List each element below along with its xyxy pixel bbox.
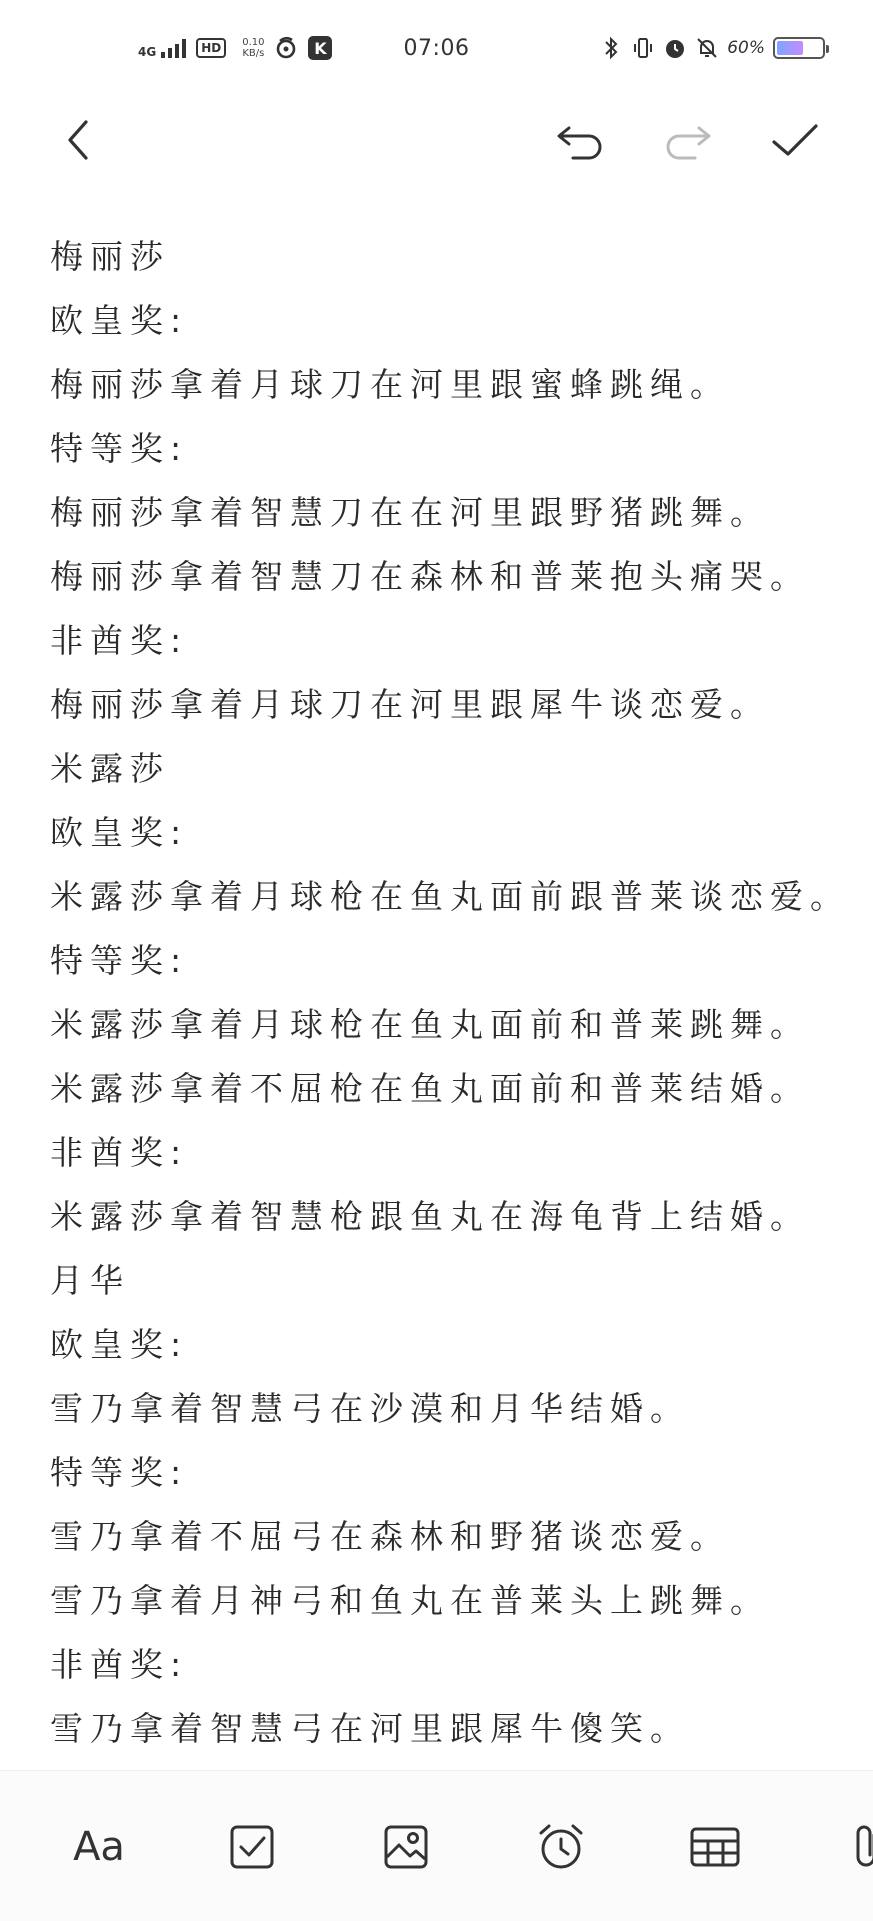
note-line: 梅丽莎拿着智慧刀在森林和普莱抱头痛哭。 [50, 557, 810, 596]
done-icon [769, 116, 821, 164]
note-line: 米露莎拿着月球枪在鱼丸面前跟普莱谈恋爱。 [50, 877, 850, 916]
note-line: 雪乃拿着智慧弓在沙漠和月华结婚。 [50, 1389, 690, 1428]
note-line: 非酋奖: [50, 1645, 189, 1684]
note-line: 米露莎拿着月球枪在鱼丸面前和普莱跳舞。 [50, 1005, 810, 1044]
note-line: 梅丽莎 [50, 237, 170, 276]
status-bar [0, 0, 873, 100]
insert-table-button[interactable] [685, 1817, 745, 1877]
table-icon [689, 1823, 741, 1871]
undo-icon [553, 116, 609, 164]
note-line: 梅丽莎拿着智慧刀在在河里跟野猪跳舞。 [50, 493, 770, 532]
note-line: 米露莎 [50, 749, 170, 788]
done-button[interactable] [767, 112, 823, 168]
battery-level-fill [777, 41, 803, 55]
undo-button[interactable] [553, 112, 609, 168]
note-line: 非酋奖: [50, 1133, 189, 1172]
attachment-icon [844, 1821, 873, 1873]
note-line: 特等奖: [50, 429, 189, 468]
alarm-icon [663, 36, 687, 60]
note-line: 欧皇奖: [50, 301, 189, 340]
mute-icon [695, 36, 719, 60]
insert-image-button[interactable] [376, 1817, 436, 1877]
note-line: 雪乃拿着不屈弓在森林和野猪谈恋爱。 [50, 1517, 730, 1556]
network-speed-value: 0.10 [242, 37, 265, 48]
text-format-button[interactable] [69, 1817, 129, 1877]
redo-icon [659, 116, 715, 164]
hd-icon: HD [196, 38, 226, 58]
note-body[interactable] [50, 225, 850, 1761]
k-app-icon: K [308, 36, 332, 60]
note-line: 欧皇奖: [50, 813, 189, 852]
checkbox-icon [228, 1823, 276, 1871]
image-icon [382, 1823, 430, 1871]
note-line: 月华 [50, 1261, 130, 1300]
status-right-group [599, 36, 825, 60]
note-line: 梅丽莎拿着月球刀在河里跟犀牛谈恋爱。 [50, 685, 770, 724]
network-speed-unit: KB/s [242, 48, 265, 59]
battery-percent: 60% [727, 38, 765, 58]
note-line: 特等奖: [50, 941, 189, 980]
bluetooth-icon [599, 36, 623, 60]
back-button[interactable] [50, 112, 106, 168]
note-line: 米露莎拿着智慧枪跟鱼丸在海龟背上结婚。 [50, 1197, 810, 1236]
checklist-button[interactable] [222, 1817, 282, 1877]
note-line: 特等奖: [50, 1453, 189, 1492]
note-line: 非酋奖: [50, 621, 189, 660]
battery-icon [773, 37, 825, 59]
note-line: 雪乃拿着月神弓和鱼丸在普莱头上跳舞。 [50, 1581, 770, 1620]
editor-toolbar [0, 100, 873, 180]
reminder-button[interactable] [531, 1817, 591, 1877]
note-line: 米露莎拿着不屈枪在鱼丸面前和普莱结婚。 [50, 1069, 810, 1108]
text-format-icon: Aa [73, 1824, 125, 1870]
status-time: 07:06 [403, 36, 470, 61]
vibrate-icon [631, 36, 655, 60]
note-line: 梅丽莎拿着月球刀在河里跟蜜蜂跳绳。 [50, 365, 730, 404]
attachment-button[interactable] [838, 1817, 873, 1877]
note-line: 雪乃拿着智慧弓在河里跟犀牛傻笑。 [50, 1709, 690, 1748]
network-type-label: 4G [138, 45, 157, 59]
back-icon [58, 116, 98, 164]
bottom-toolbar [0, 1770, 873, 1921]
note-line: 欧皇奖: [50, 1325, 189, 1364]
redo-button[interactable] [659, 112, 715, 168]
alarm-clock-icon [535, 1821, 587, 1873]
